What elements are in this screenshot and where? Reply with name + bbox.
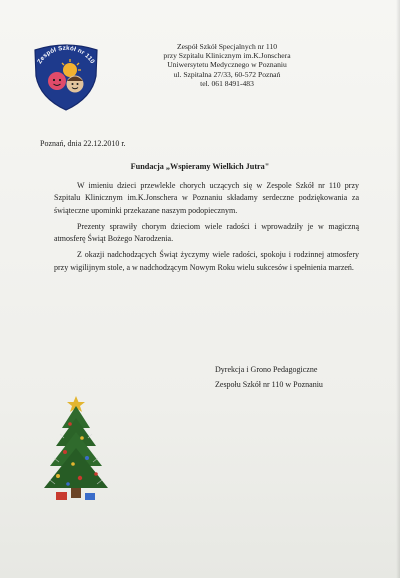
letterhead-hospital: przy Szpitalu Klinicznym im.K.Jonschera [163, 51, 291, 61]
paragraph-thanks: W imieniu dzieci przewlekle chorych uczących się w Zespole Szkół nr 110 przy Szpitalu Klinicznym im.K.Jonschera w Poznaniu składamy serdeczne podziękowania za świąteczne upominki przekazane naszym podopiecznym. [54, 181, 359, 215]
letter-date: Poznań, dnia 22.12.2010 r. [40, 139, 126, 148]
paragraph-wishes: Z okazji nadchodzących Świąt życzymy wiele radości, spokoju i rodzinnej atmosfery przy wigilijnym stole, a w nadchodzącym Nowym Roku wielu sukcesów i spełnienia marzeń. [54, 250, 359, 272]
christmas-tree-decoration [40, 394, 112, 502]
letter-title: Fundacja „Wspieramy Wielkich Jutra" [130, 162, 270, 171]
school-crest-logo-icon [26, 36, 106, 116]
paragraph-gifts: Prezenty sprawiły chorym dzieciom wiele radości i wprowadziły je w magiczną atmosferę Świąt Bożego Narodzenia. [54, 221, 359, 244]
school-logo [26, 36, 106, 116]
signature-block [215, 362, 323, 392]
letterhead-phone: tel. 061 8491-483 [200, 78, 254, 88]
letterhead-address: ul. Szpitalna 27/33, 60-572 Poznań [173, 69, 281, 79]
signature-line-1: Dyrekcja i Grono Pedagogiczne [215, 365, 318, 374]
letterhead-school-name: Zespół Szkół Specjalnych nr 110 [176, 42, 278, 51]
christmas-tree-icon [40, 394, 112, 502]
letterhead-university: Uniwersytetu Medycznego w Poznaniu [167, 60, 287, 70]
logo-arc-text: Zespół Szkół nr 110 [36, 44, 96, 66]
letter-body [54, 180, 359, 274]
letterhead [112, 42, 342, 88]
signature-line-2: Zespołu Szkół nr 110 w Poznaniu [215, 380, 323, 389]
